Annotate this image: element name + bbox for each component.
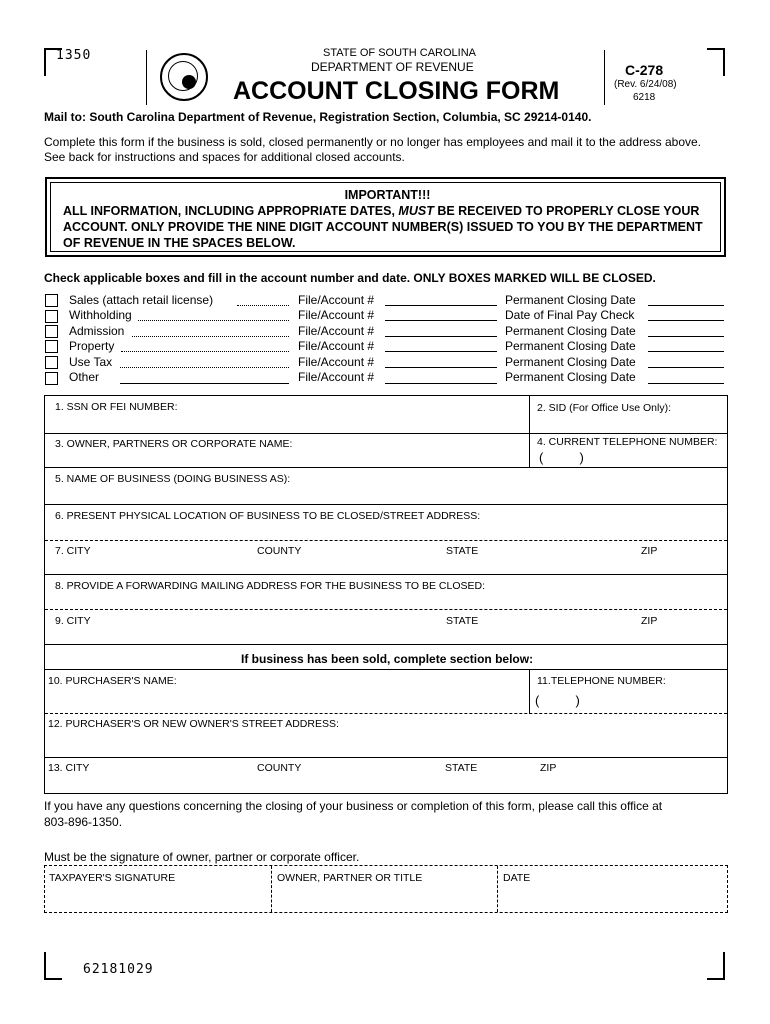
current-telephone-input[interactable]: ( ) [539,450,584,465]
owner-name-label: 3. OWNER, PARTNERS OR CORPORATE NAME: [55,438,293,450]
physical-location-label: 6. PRESENT PHYSICAL LOCATION OF BUSINESS TO BE CLOSED/STREET ADDRESS: [55,510,481,522]
state-seal-icon [160,53,208,101]
purchaser-state-label: STATE [445,762,478,774]
purchaser-name-input[interactable] [45,670,529,713]
closing-date-input-sales[interactable] [648,305,724,306]
final-pay-check-label: Date of Final Pay Check [505,308,635,322]
zip-label: ZIP [641,545,658,557]
corner-mark-bottom-right [707,952,725,980]
file-account-input-withholding[interactable] [385,320,497,321]
forwarding-city-label: 9. CITY [55,615,91,627]
closing-date-label: Permanent Closing Date [505,355,636,369]
form-number: C-278 [625,62,664,78]
dotted-leader [138,320,289,321]
current-telephone-label: 4. CURRENT TELEPHONE NUMBER: [537,436,718,448]
state-name: STATE OF SOUTH CAROLINA [323,47,476,59]
account-label-other: Other [69,370,100,384]
file-account-label: File/Account # [298,370,375,384]
forwarding-address-label: 8. PROVIDE A FORWARDING MAILING ADDRESS FOR THE BUSINESS TO BE CLOSED: [55,580,486,592]
purchaser-name-label: 10. PURCHASER'S NAME: [48,675,177,687]
contact-phone: 803-896-1350. [44,815,123,829]
closing-date-label: Permanent Closing Date [505,370,636,384]
date-input[interactable] [498,866,727,912]
signature-note: Must be the signature of owner, partner or corporate officer. [44,850,360,864]
questions-text: If you have any questions concerning the closing of your business or completion of this form, please call this office at [44,799,663,813]
business-name-input[interactable] [45,468,727,504]
sold-section-heading: If business has been sold, complete section below: [241,652,534,666]
owner-title-label: OWNER, PARTNER OR TITLE [277,872,423,884]
row-divider [45,757,727,758]
taxpayer-signature-label: TAXPAYER'S SIGNATURE [49,872,176,884]
form-title: ACCOUNT CLOSING FORM [233,77,560,105]
department-name: DEPARTMENT OF REVENUE [311,60,474,74]
dotted-leader [132,336,289,337]
important-heading: IMPORTANT!!! [344,188,431,202]
row-divider [45,609,727,610]
row-divider [45,644,727,645]
state-label: STATE [446,545,479,557]
dotted-leader [120,367,289,368]
forwarding-address-input[interactable] [45,575,727,609]
sid-label: 2. SID (For Office Use Only): [537,402,672,414]
closing-date-label: Permanent Closing Date [505,293,636,307]
important-line-3: OF REVENUE IN THE SPACES BELOW. [63,236,296,250]
closing-date-label: Permanent Closing Date [505,339,636,353]
header-right-divider [604,50,605,105]
city-label: 7. CITY [55,545,91,557]
checkbox-property[interactable] [45,340,58,353]
form-revision: (Rev. 6/24/08) [614,79,677,90]
important-notice-box [45,177,726,257]
checkbox-other[interactable] [45,372,58,385]
account-label-admission: Admission [69,324,125,338]
purchaser-address-input[interactable] [45,714,727,757]
header-left-divider [146,50,147,105]
purchaser-telephone-input[interactable]: ( ) [535,693,580,708]
intro-line-2: See back for instructions and spaces for additional closed accounts. [44,150,405,164]
business-info-grid [44,395,728,794]
checkbox-admission[interactable] [45,325,58,338]
bottom-form-code: 62181029 [83,962,154,977]
taxpayer-signature-input[interactable] [45,866,271,912]
purchaser-city-label: 13. CITY [48,762,90,774]
purchaser-zip-label: ZIP [540,762,557,774]
account-label-use-tax: Use Tax [69,355,113,369]
file-account-label: File/Account # [298,293,375,307]
closing-date-input-withholding[interactable] [648,320,724,321]
account-label-withholding: Withholding [69,308,132,322]
forwarding-state-label: STATE [446,615,479,627]
file-account-label: File/Account # [298,339,375,353]
owner-name-input[interactable] [45,434,529,467]
account-label-property: Property [69,339,115,353]
ssn-fei-label: 1. SSN OR FEI NUMBER: [55,401,178,413]
dotted-leader [237,305,289,306]
owner-title-input[interactable] [272,866,497,912]
closing-date-label: Permanent Closing Date [505,324,636,338]
purchaser-address-label: 12. PURCHASER'S OR NEW OWNER'S STREET ADDRESS: [48,718,339,730]
form-code: 6218 [633,92,656,103]
file-account-input-admission[interactable] [385,336,497,337]
file-account-input-sales[interactable] [385,305,497,306]
date-label: DATE [503,872,531,884]
file-account-label: File/Account # [298,308,375,322]
important-line-2: ACCOUNT. ONLY PROVIDE THE NINE DIGIT ACCOUNT NUMBER(S) ISSUED TO YOU BY THE DEPARTMENT [63,220,703,234]
corner-mark-bottom-left [44,952,62,980]
county-label: COUNTY [257,545,302,557]
checkbox-withholding[interactable] [45,310,58,323]
closing-date-input-use-tax[interactable] [648,367,724,368]
other-account-type-input[interactable] [120,383,289,384]
business-name-label: 5. NAME OF BUSINESS (DOING BUSINESS AS): [55,473,291,485]
row-divider [45,540,727,541]
dotted-leader [121,351,289,352]
closing-date-input-property[interactable] [648,351,724,352]
file-account-input-other[interactable] [385,383,497,384]
col-divider [529,396,530,468]
closing-date-input-other[interactable] [648,383,724,384]
file-account-label: File/Account # [298,355,375,369]
signature-block [44,865,728,913]
corner-mark-top-right [707,48,725,76]
checkbox-sales[interactable] [45,294,58,307]
closing-date-input-admission[interactable] [648,336,724,337]
mailing-address: Mail to: South Carolina Department of Revenue, Registration Section, Columbia, SC 29214-0140. [44,110,592,124]
purchaser-county-label: COUNTY [257,762,302,774]
account-label-sales: Sales (attach retail license) [69,293,214,307]
col-divider [529,670,530,714]
important-line-1: ALL INFORMATION, INCLUDING APPROPRIATE DATES, MUST BE RECEIVED TO PROPERLY CLOSE YOUR [63,204,700,218]
file-account-label: File/Account # [298,324,375,338]
forwarding-zip-label: ZIP [641,615,658,627]
checkbox-use-tax[interactable] [45,356,58,369]
ssn-fei-input[interactable] [45,396,529,433]
check-instructions: Check applicable boxes and fill in the account number and date. ONLY BOXES MARKED WILL BE CLOSED. [44,271,656,285]
file-account-input-use-tax[interactable] [385,367,497,368]
top-form-code: 1350 [56,48,92,63]
file-account-input-property[interactable] [385,351,497,352]
intro-line-1: Complete this form if the business is sold, closed permanently or no longer has employees and mail it to the address above. [44,135,702,149]
physical-location-input[interactable] [45,505,727,540]
purchaser-telephone-label: 11.TELEPHONE NUMBER: [537,675,666,687]
